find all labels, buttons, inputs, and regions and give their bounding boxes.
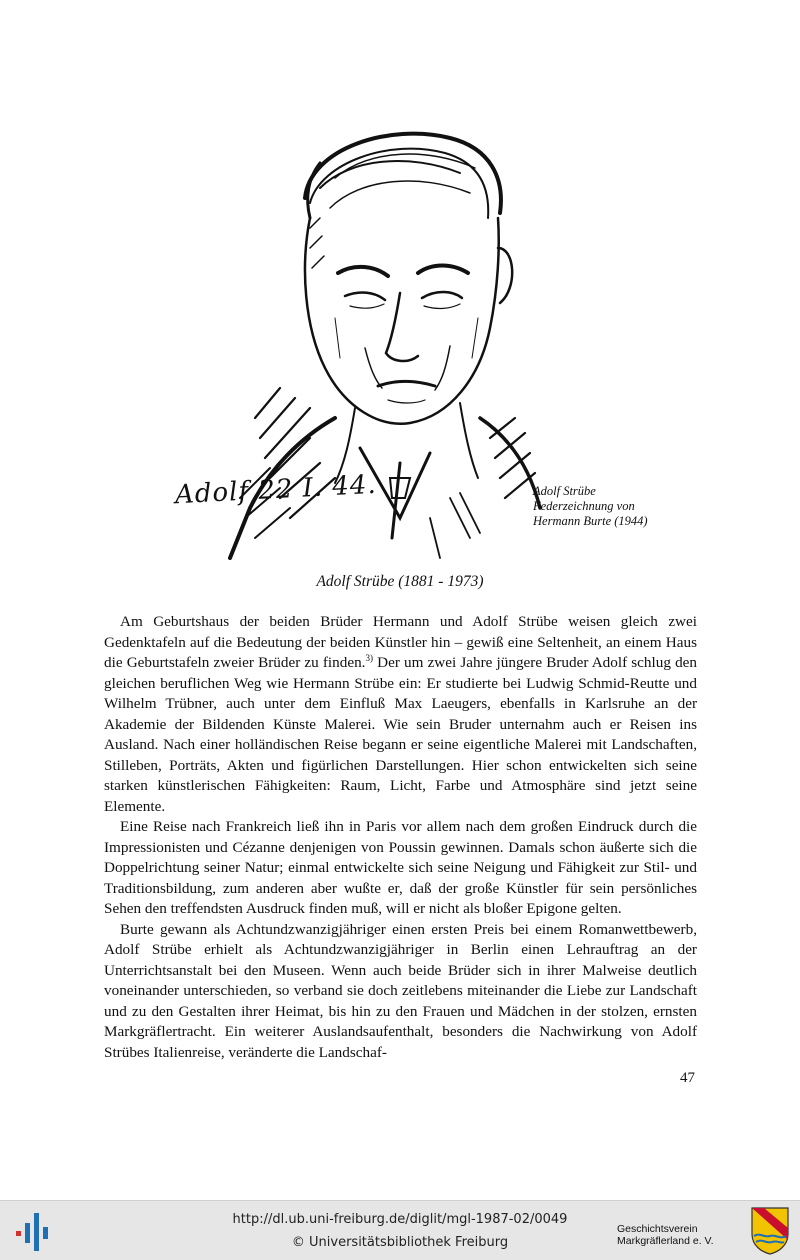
document-url[interactable]: http://dl.ub.uni-freiburg.de/diglit/mgl-1987-02/0049 <box>232 1212 568 1227</box>
note-line: Adolf Strübe <box>533 484 596 498</box>
note-line: Hermann Burte (1944) <box>533 514 648 528</box>
copyright-notice: © Universitätsbibliothek Freiburg <box>291 1235 509 1250</box>
page-number: 47 <box>680 1070 695 1086</box>
paragraph <box>104 612 697 817</box>
society-name <box>617 1223 714 1247</box>
viewer-footer <box>0 1200 800 1260</box>
society-line: Geschichtsverein <box>617 1223 698 1235</box>
society-line: Markgräflerland e. V. <box>617 1235 714 1247</box>
body-text <box>104 612 697 1063</box>
paragraph: Burte gewann als Achtundzwanzigjähriger einen ersten Preis bei einem Romanwettbewerb, Adolf Strübe erhielt als Achtundzwanzigjähriger in Berlin einen Lehrauftrag an der Unterrichtsanstalt bei den Museen. Wenn auch beide Brüder sich in ihrer Malweise deutlich voneinander unterschieden, so verband sie doch zeitlebens miteinander die Liebe zur Landschaft und zu den Gestalten ihrer Heimat, bis hin zu den Frauen und Mädchen in der stolzen, ernsten Markgräflertracht. Ein weiterer Auslandsaufenthalt, besonders die Nachwirkung von Adolf Strübes Italienreise, veränderte die Landschaf- <box>104 920 697 1061</box>
figure-caption: Adolf Strübe (1881 - 1973) <box>316 573 484 590</box>
footnote-marker: 3) <box>365 652 373 663</box>
coat-of-arms-icon <box>750 1206 790 1256</box>
note-line: Federzeichnung von <box>533 499 635 513</box>
artist-signature: Adolf 22 I. 44. <box>174 469 378 511</box>
paragraph: Eine Reise nach Frankreich ließ ihn in Paris vor allem nach dem großen Eindruck durch die Impressionisten und Cézanne denjenigen von Poussin gewinnen. Damals schon äußerte sich die Doppelrichtung seiner Natur; einmal entwickelte sich seine Neigung und Fähigkeit zur Stil- und Traditionsbildung, zum anderen aber wußte er, daß der große Künstler für sein persönliches Sehen den treffendsten Ausdruck finden muß, will er nicht als bloßer Epigone gelten. <box>104 818 697 917</box>
paragraph-text: Am Geburtshaus der beiden Brüder Hermann und Adolf Strübe weisen gleich zwei Gedenktafeln auf die Bedeutung der beiden Künstler hin – gewiß eine Seltenheit, an einem Haus die Geburtstafeln zweier Brüder zu finden. <box>104 613 697 671</box>
paragraph-text: Der um zwei Jahre jüngere Bruder Adolf schlug den gleichen beruflichen Weg wie Hermann Strübe ein: Er studierte bei Ludwig Schmid-Reutte und Wilhelm Trübner, auch unter dem Einfluß Max Laeugers, ebenfalls in Karlsruhe an der Akademie der Bildenden Künste Malerei. Wie sein Bruder unternahm auch er Reisen ins Ausland. Nach einer holländischen Reise begann er seine eigentliche Malerei mit Landschaften, Stilleben, Porträts, Akten und figürlichen Darstellungen. Hier schon entwickelten sich seine starken künstlerischen Fähigkeiten: Raum, Licht, Farbe und Atmosphäre sind jetzt seine Elemente. <box>104 654 697 815</box>
figure-note <box>533 484 648 529</box>
